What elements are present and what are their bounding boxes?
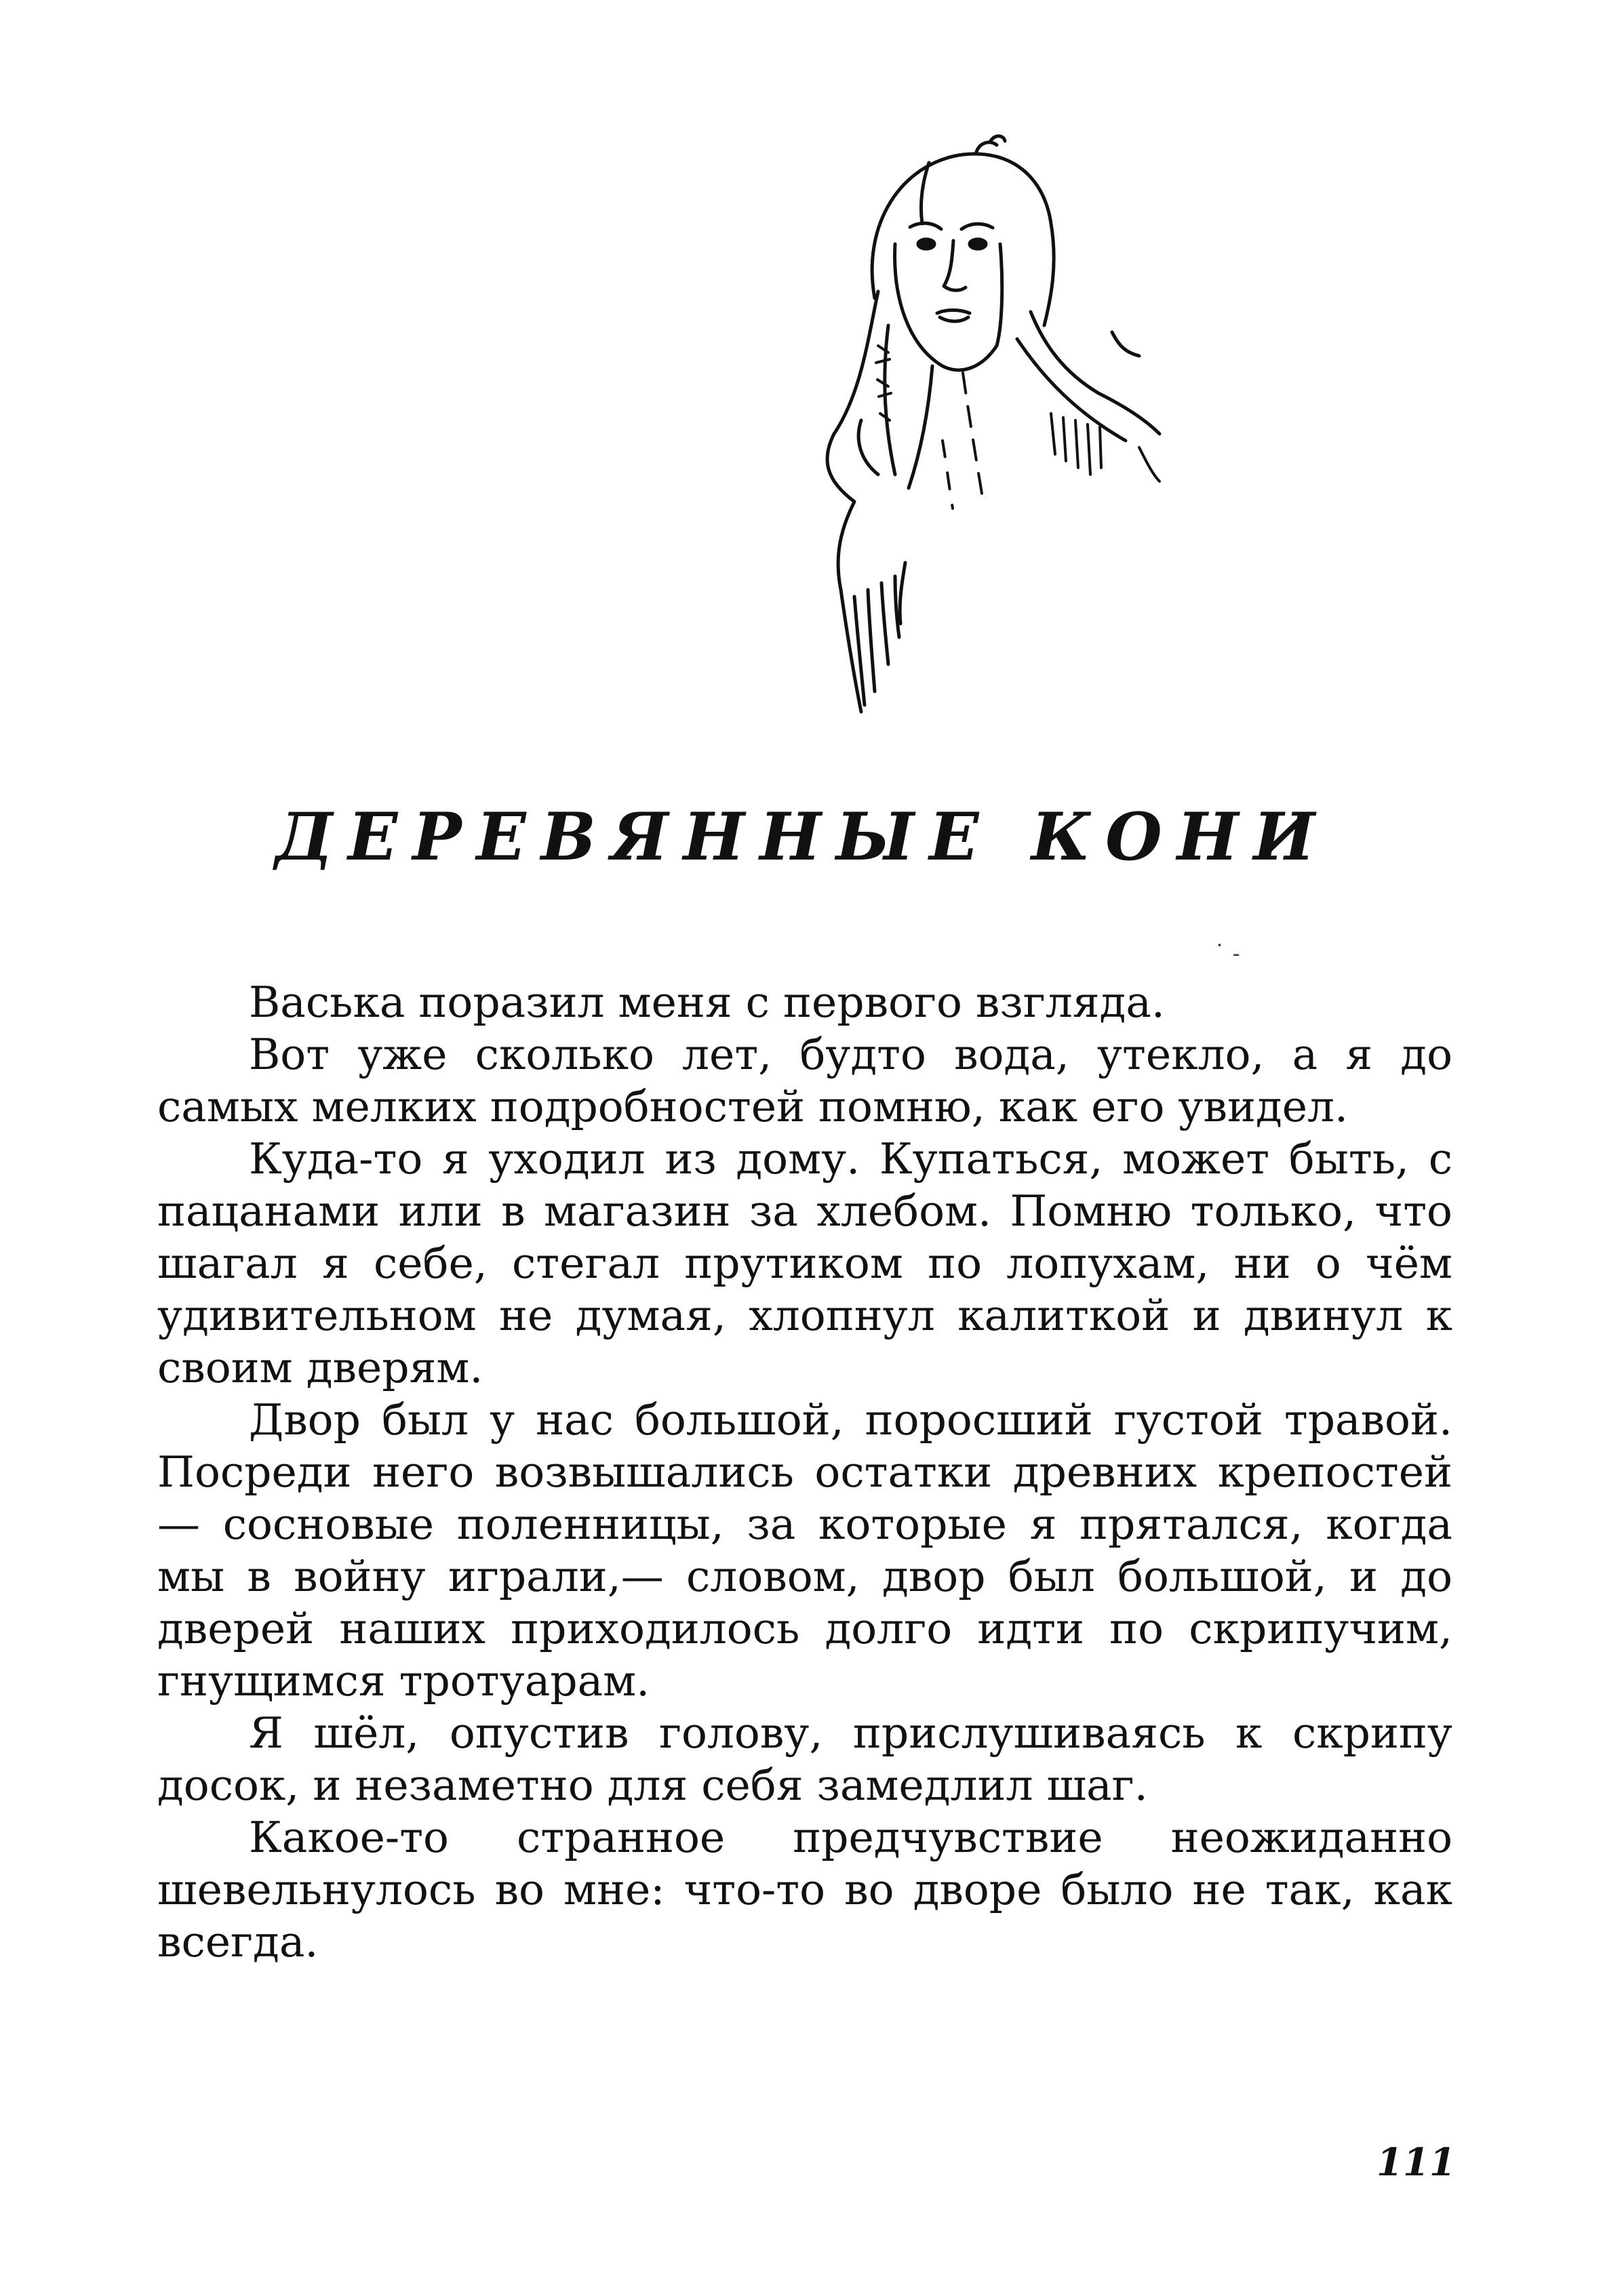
paragraph: Васька поразил меня с первого взгляда.	[249, 978, 1165, 1027]
chapter-title: ДЕРЕВЯННЫЕ КОНИ	[275, 799, 1330, 875]
paragraph: Вот уже сколько лет, будто вода, утекло, а я до самых мелких подробностей помню, как его увидел.	[157, 1030, 1452, 1131]
woman-portrait-illustration	[759, 122, 1166, 719]
chapter-body-text	[157, 976, 1452, 1968]
decorative-mark: ˙ ˗	[1214, 940, 1240, 967]
paragraph: Какое-то странное предчувствие неожиданно шевельнулось во мне: что-то во дворе было не так, как всегда.	[157, 1813, 1452, 1967]
page-number: 111	[1376, 2140, 1456, 2185]
paragraph: Двор был у нас большой, поросший густой травой. Посреди него возвышались остатки древних крепостей — сосновые поленницы, за которые я прятался, когда мы в войну играли,— словом, двор был большой, и до дверей наших приходилось долго идти по скрипучим, гнущимся тротуарам.	[157, 1395, 1452, 1706]
paragraph: Куда-то я уходил из дому. Купаться, может быть, с пацанами или в магазин за хлебом. Помню только, что шагал я себе, стегал прутиком по лопухам, ни о чём удивительном не думая, хлопнул калиткой и двинул к своим дверям.	[157, 1134, 1452, 1392]
paragraph: Я шёл, опустив голову, прислушиваясь к скрипу досок, и незаметно для себя замедлил шаг.	[157, 1708, 1452, 1810]
